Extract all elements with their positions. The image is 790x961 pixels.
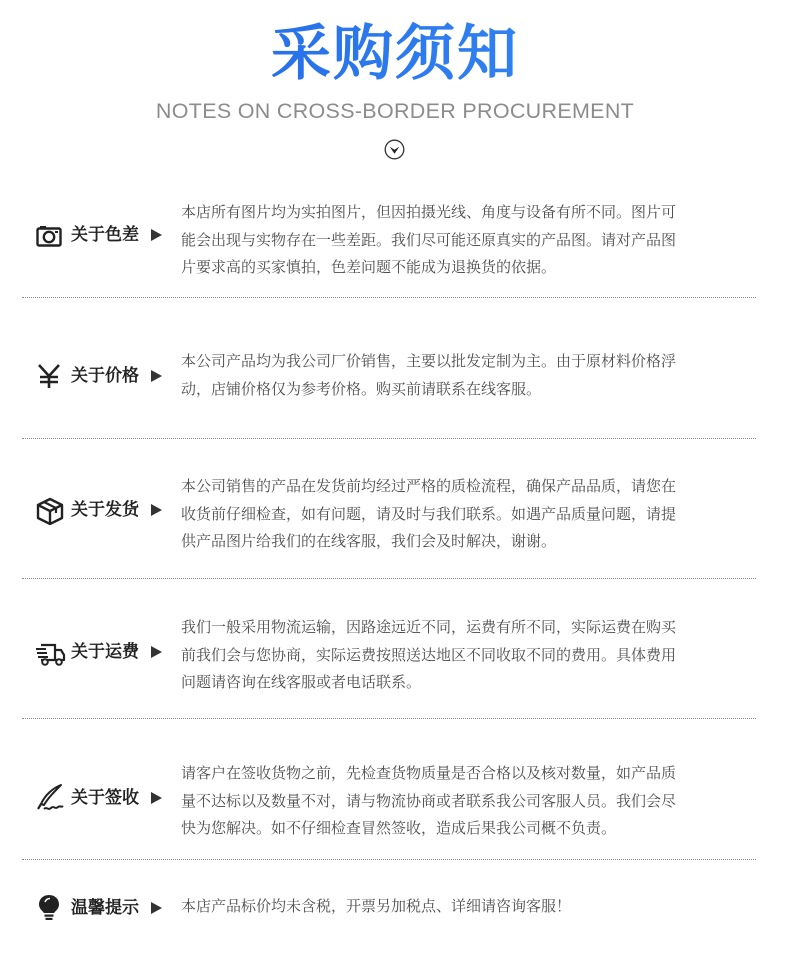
text-line: 供产品图片给我们的在线客服，我们会及时解决，谢谢。: [181, 532, 557, 550]
section-text: [181, 199, 741, 282]
page-title: 采购须知: [0, 16, 790, 92]
chevron-down-circle-icon: [384, 139, 405, 160]
package-box-icon: [36, 497, 62, 523]
signature-pen-icon: [36, 784, 62, 810]
text-line: 量不达标以及数量不对，请与物流协商或者联系我公司客服人员。我们会尽: [181, 791, 677, 810]
text-line: 本公司产品均为我公司厂价销售，主要以批发定制为主。由于原材料价格浮: [181, 352, 677, 370]
dotted-divider: [22, 438, 756, 439]
text-line: 本店产品标价均未含税，开票另加税点、详细请咨询客服！: [181, 897, 572, 915]
text-line: 本店所有图片均为实拍图片，但因拍摄光线、角度与设备有所不同。图片可: [181, 203, 677, 221]
arrow-right-icon: [151, 229, 162, 241]
text-line: 能会出现与实物存在一些差距。我们尽可能还原真实的产品图。请对产品图: [181, 230, 677, 249]
section-label: 关于色差: [71, 225, 139, 245]
yen-icon: [36, 363, 62, 389]
header: [0, 0, 790, 175]
section-label: 关于发货: [71, 500, 139, 520]
section-text: [181, 614, 741, 697]
text-line: 动，店铺价格仅为参考价格。购买前请联系在线客服。: [181, 379, 542, 398]
section-text: [181, 348, 741, 403]
arrow-right-icon: [151, 646, 162, 658]
text-line: 前我们会与您协商，实际运费按照送达地区不同收取不同的费用。具体费用: [181, 645, 677, 664]
arrow-right-icon: [151, 792, 162, 804]
text-line: 收货前仔细检查，如有问题，请及时与我们联系。如遇产品质量问题，请提: [181, 504, 677, 523]
section-label: 温馨提示: [71, 898, 139, 918]
text-line: 问题请咨询在线客服或者电话联系。: [181, 673, 422, 691]
text-line: 我们一般采用物流运输，因路途远近不同，运费有所不同，实际运费在购买: [181, 618, 677, 636]
dotted-divider: [22, 859, 756, 860]
text-line: 请客户在签收货物之前，先检查货物质量是否合格以及核对数量，如产品质: [181, 764, 677, 782]
section-label: 关于运费: [71, 642, 139, 662]
text-line: 片要求高的买家慎拍，色差问题不能成为退换货的依据。: [181, 258, 557, 276]
arrow-right-icon: [151, 504, 162, 516]
text-line: 快为您解决。如不仔细检查冒然签收，造成后果我公司概不负责。: [181, 819, 617, 837]
delivery-truck-icon: [36, 641, 66, 667]
section-text: [181, 760, 741, 843]
dotted-divider: [22, 578, 756, 579]
dotted-divider: [22, 297, 756, 298]
page-subtitle: NOTES ON CROSS-BORDER PROCUREMENT: [155, 99, 635, 123]
section-text: [181, 893, 741, 921]
arrow-right-icon: [151, 370, 162, 382]
lightbulb-icon: [36, 894, 62, 920]
section-text: [181, 473, 741, 556]
dotted-divider: [22, 718, 756, 719]
arrow-right-icon: [151, 902, 162, 914]
text-line: 本公司销售的产品在发货前均经过严格的质检流程，确保产品品质，请您在: [181, 477, 677, 495]
camera-icon: [36, 223, 62, 249]
section-label: 关于价格: [71, 366, 139, 386]
section-label: 关于签收: [71, 788, 139, 808]
